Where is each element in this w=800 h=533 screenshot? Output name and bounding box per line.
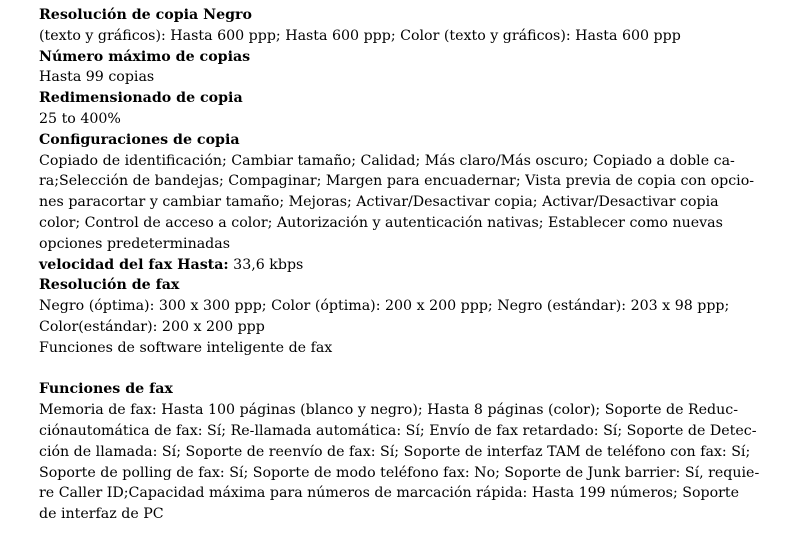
max-copies-heading: Número máximo de copias bbox=[39, 48, 251, 65]
copy-settings-line: Copiado de identificación; Cambiar tamaño; Calidad; Más claro/Más oscuro; Copiado a doble ca- bbox=[39, 152, 735, 169]
fax-resolution-line: Negro (óptima): 300 x 300 ppp; Color (óptima): 200 x 200 ppp; Negro (estándar): 203 x 98 ppp; bbox=[39, 298, 730, 315]
copy-settings-line: opciones predeterminadas bbox=[39, 235, 230, 252]
fax-functions-line: Memoria de fax: Hasta 100 páginas (blanco y negro); Hasta 8 páginas (color); Soporte de Reduc- bbox=[39, 402, 739, 419]
spec-document bbox=[39, 5, 769, 525]
copy-resolution-text: (texto y gráficos): Hasta 600 ppp; Hasta 600 ppp; Color (texto y gráficos): Hasta 600 ppp bbox=[39, 27, 681, 44]
fax-functions-line: re Caller ID;Capacidad máxima para números de marcación rápida: Hasta 199 números; Soporte bbox=[39, 485, 739, 502]
copy-settings-line: ra;Selección de bandejas; Compaginar; Margen para encuadernar; Vista previa de copia con opcio- bbox=[39, 173, 755, 190]
fax-resolution-line: Funciones de software inteligente de fax bbox=[39, 339, 333, 356]
copy-settings-heading: Configuraciones de copia bbox=[39, 131, 240, 148]
copy-settings-line: nes paracortar y cambiar tamaño; Mejoras; Activar/Desactivar copia; Activar/Desactivar copia bbox=[39, 194, 719, 211]
copy-resize-heading: Redimensionado de copia bbox=[39, 90, 243, 107]
spacer bbox=[39, 359, 769, 380]
fax-functions-line: ción de llamada: Sí; Soporte de reenvío de fax: Sí; Soporte de interfaz TAM de teléfono con fax: Sí; bbox=[39, 443, 751, 460]
fax-functions-line: ciónautomática de fax: Sí; Re-llamada automática: Sí; Envío de fax retardado: Sí; Soporte de Detec- bbox=[39, 422, 757, 439]
max-copies-text: Hasta 99 copias bbox=[39, 69, 155, 86]
fax-functions-line: Soporte de polling de fax: Sí; Soporte de modo teléfono fax: No; Soporte de Junk barrier: Sí, requie- bbox=[39, 464, 760, 481]
fax-speed-label: velocidad del fax Hasta: bbox=[39, 256, 229, 273]
fax-resolution-heading: Resolución de fax bbox=[39, 277, 180, 294]
fax-speed-value: 33,6 kbps bbox=[228, 256, 304, 273]
fax-speed-row bbox=[39, 255, 769, 276]
copy-resize-text: 25 to 400% bbox=[39, 110, 121, 127]
fax-functions-heading: Funciones de fax bbox=[39, 381, 173, 398]
copy-settings-line: color; Control de acceso a color; Autorización y autenticación nativas; Establecer como nuevas bbox=[39, 214, 723, 231]
fax-resolution-line: Color(estándar): 200 x 200 ppp bbox=[39, 318, 265, 335]
copy-resolution-heading: Resolución de copia Negro bbox=[39, 7, 252, 23]
fax-functions-line: de interfaz de PC bbox=[39, 506, 164, 523]
